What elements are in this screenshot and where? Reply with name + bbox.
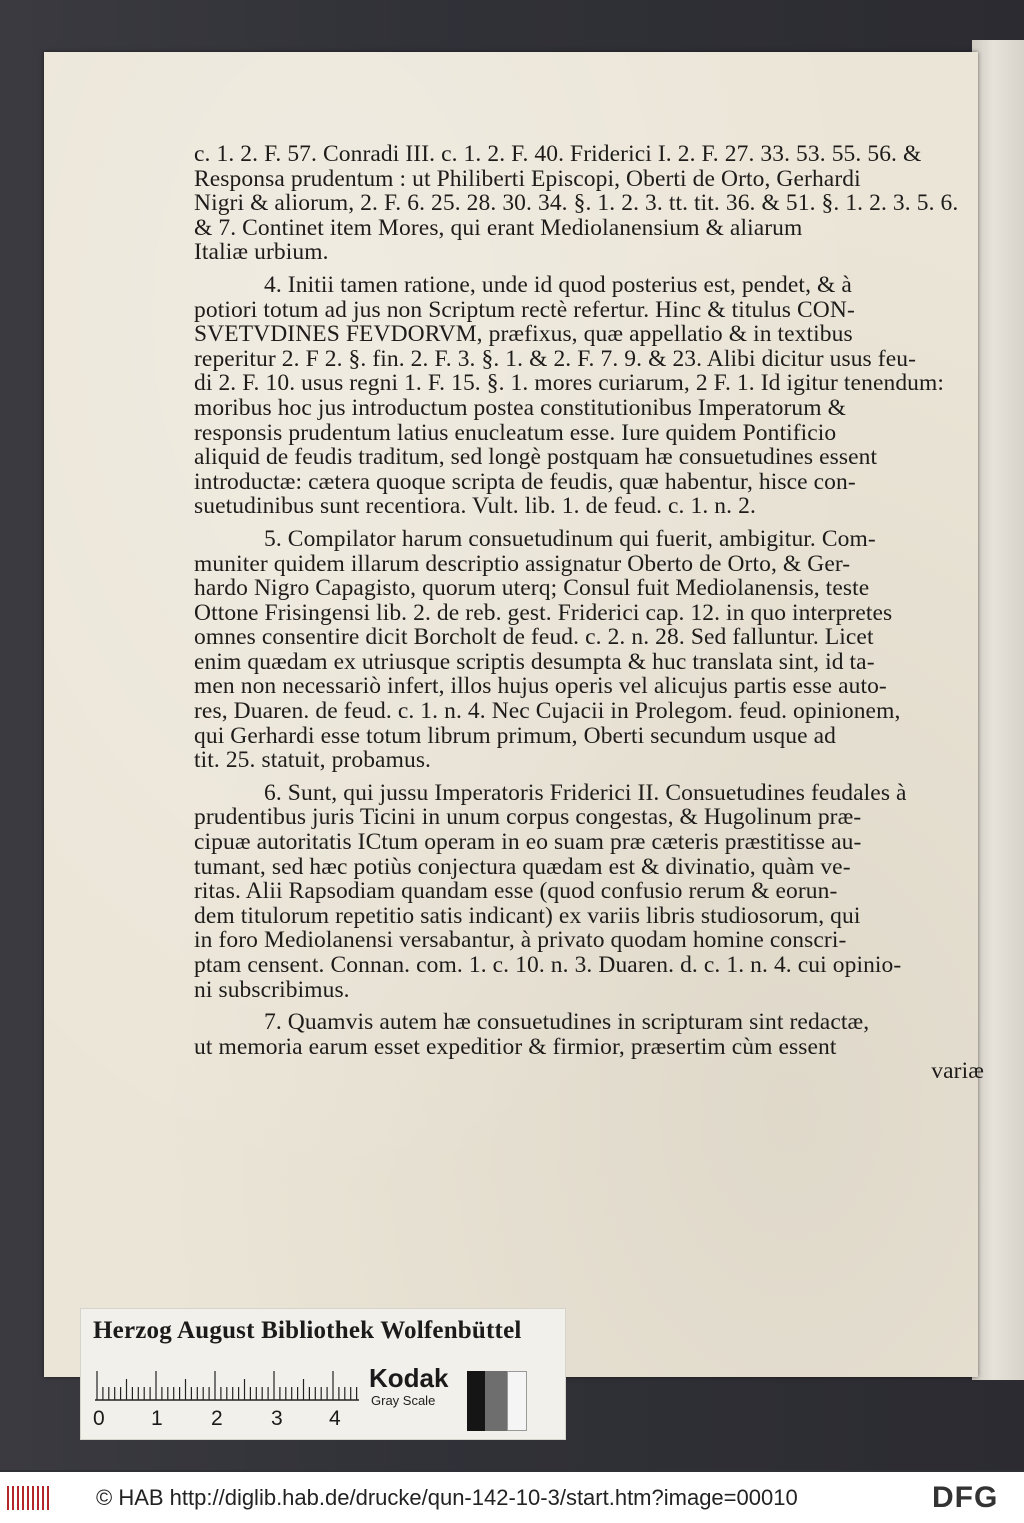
text-line: c. 1. 2. F. 57. Conradi III. c. 1. 2. F. 40. Friderici I. 2. F. 27. 33. 53. 55. 56. &	[194, 142, 922, 167]
gray-swatches	[467, 1371, 527, 1431]
text-line: men non necessariò infert, illos hujus operis vel alicujus partis esse auto-	[194, 674, 887, 700]
text-line: cipuæ autoritatis ICtum operam in eo suam præ cæteris præstitisse au-	[194, 830, 862, 855]
text-line: tit. 25. statuit, probamus.	[194, 748, 432, 773]
text-line: qui Gerhardi esse totum librum primum, Oberti secundum usque ad	[194, 723, 836, 749]
footer-bar	[0, 1472, 1024, 1523]
text-line: ptam censent. Connan. com. 1. c. 10. n. 3. Duaren. d. c. 1. n. 4. cui opinio-	[194, 953, 902, 978]
ruler-number: 3	[271, 1407, 283, 1430]
page-text	[194, 142, 984, 1084]
text-line: enim quædam ex utriusque scriptis desumpta & huc translata sint, id ta-	[194, 649, 875, 675]
text-line: 6. Sunt, qui jussu Imperatoris Friderici II. Consuetudines feudales à	[264, 780, 907, 806]
ruler-number: 2	[211, 1407, 223, 1430]
text-line: SVETVDINES FEVDORVM, præfixus, quæ appellatio & in textibus	[194, 322, 853, 347]
color-scale-card	[80, 1308, 566, 1440]
dfg-logo: DFG	[932, 1481, 999, 1514]
text-line: introductæ: cætera quoque scripta de feudis, quæ habentur, hisce con-	[194, 469, 856, 495]
text-line: responsis prudentum latius enucleatum esse. Iure quidem Pontificio	[194, 420, 837, 446]
ruler-scale	[95, 1371, 359, 1401]
kodak-brand: Kodak	[369, 1363, 449, 1393]
text-line: & 7. Continet item Mores, qui erant Mediolanensium & aliarum	[194, 215, 803, 241]
text-line: 7. Quamvis autem hæ consuetudines in scripturam sint redactæ,	[264, 1010, 870, 1035]
text-line: prudentibus juris Ticini in unum corpus congestas, & Hugolinum præ-	[194, 805, 862, 831]
paragraph-gap	[194, 265, 984, 273]
text-line: moribus hoc jus introductum postea constitutionibus Imperatorum &	[194, 395, 847, 421]
text-line: omnes consentire dicit Borcholt de feud. c. 2. n. 28. Sed falluntur. Licet	[194, 625, 874, 650]
text-line: Nigri & aliorum, 2. F. 6. 25. 28. 30. 34. §. 1. 2. 3. tt. tit. 36. & 51. §. 1. 2. 3. 5. 6.	[194, 191, 959, 216]
paragraph-gap	[194, 773, 984, 781]
text-line: dem titulorum repetitio satis indicant) ex variis libris studiosorum, qui	[194, 903, 861, 929]
gray-scale-label: Gray Scale	[371, 1393, 436, 1408]
library-name: Herzog August Bibliothek Wolfenbüttel	[93, 1317, 522, 1344]
text-line: res, Duaren. de feud. c. 1. n. 4. Nec Cujacii in Prolegom. feud. opinionem,	[194, 699, 901, 724]
ruler-number: 0	[93, 1407, 105, 1430]
text-line: ritas. Alii Rapsodiam quandam esse (quod confusio rerum & eorun-	[194, 879, 838, 904]
text-line: Italiæ urbium.	[194, 240, 329, 265]
text-line: tumant, sed hæc potiùs conjectura quædam est & divinatio, quàm ve-	[194, 854, 851, 880]
text-line: suetudinibus sunt recentiora. Vult. lib. 1. de feud. c. 1. n. 2.	[194, 494, 756, 519]
paragraph-gap	[194, 1002, 984, 1010]
gray-swatch-white	[507, 1371, 527, 1431]
barcode-icon	[6, 1482, 50, 1514]
text-line: ut memoria earum esset expeditior & firmior, præsertim cùm essent	[194, 1034, 837, 1060]
gray-swatch-black	[467, 1371, 485, 1431]
ruler-number: 1	[151, 1407, 163, 1430]
text-line: 5. Compilator harum consuetudinum qui fuerit, ambigitur. Com-	[264, 526, 876, 552]
text-line: di 2. F. 10. usus regni 1. F. 15. §. 1. mores curiarum, 2 F. 1. Id igitur tenendum:	[194, 371, 945, 396]
text-line: in foro Mediolanensi versabantur, à privato quodam homine conscri-	[194, 928, 847, 953]
text-line: Ottone Frisingensi lib. 2. de reb. gest. Friderici cap. 12. in quo interpretes	[194, 600, 893, 626]
text-line: 4. Initii tamen ratione, unde id quod posterius est, pendet, & à	[264, 272, 852, 298]
text-line: variæ	[931, 1059, 984, 1084]
ruler-numbers	[93, 1407, 353, 1433]
text-line: muniter quidem illarum descriptio assignatur Oberto de Orto, & Ger-	[194, 551, 851, 577]
text-line: potiori totum ad jus non Scriptum rectè refertur. Hinc & titulus CON-	[194, 297, 855, 323]
ruler-number: 4	[329, 1407, 341, 1430]
text-line: hardo Nigro Capagisto, quorum uterq; Consul fuit Mediolanensis, teste	[194, 576, 870, 601]
gray-swatch-mid	[485, 1371, 507, 1431]
book-page	[44, 52, 984, 1377]
copyright-link[interactable]: © HAB http://diglib.hab.de/drucke/qun-142-10-3/start.htm?image=00010	[96, 1485, 798, 1510]
text-line: ni subscribimus.	[194, 977, 350, 1003]
text-line: reperitur 2. F 2. §. fin. 2. F. 3. §. 1. & 2. F. 7. 9. & 23. Alibi dicitur usus feu-	[194, 346, 917, 372]
text-line: Responsa prudentum : ut Philiberti Episcopi, Oberti de Orto, Gerhardi	[194, 166, 861, 192]
paragraph-gap	[194, 519, 984, 527]
text-line: aliquid de feudis traditum, sed longè postquam hæ consuetudines essent	[194, 445, 878, 470]
